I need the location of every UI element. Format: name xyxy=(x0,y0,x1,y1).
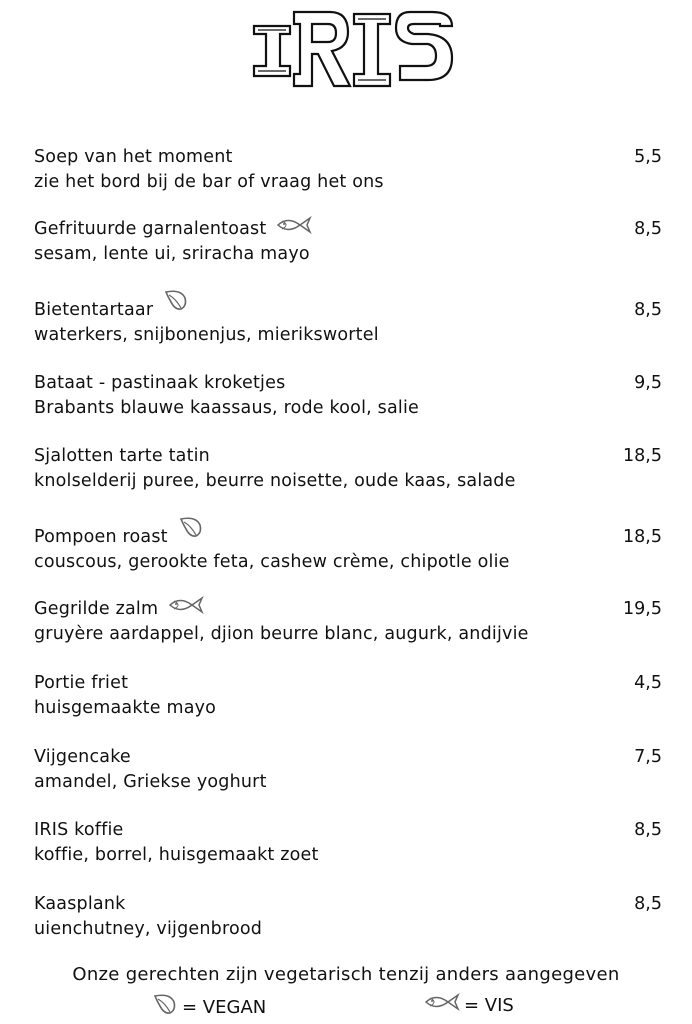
menu-item-description: knolselderij puree, beurre noisette, oude kaas, salade xyxy=(34,471,516,491)
menu-item-price: 8,5 xyxy=(634,219,662,239)
menu-item-description: huisgemaakte mayo xyxy=(34,698,217,718)
menu-item-name: Vijgencake xyxy=(34,747,131,767)
menu-item-header xyxy=(34,444,664,468)
menu-item xyxy=(34,298,664,347)
menu-item-description: zie het bord bij de bar of vraag het ons xyxy=(34,172,384,192)
vegetarian-note: Onze gerechten zijn vegetarisch tenzij anders aangegeven xyxy=(72,964,620,985)
menu-item-price: 9,5 xyxy=(634,373,662,393)
menu-item-price: 18,5 xyxy=(623,527,662,547)
legend-fish-label: = VIS xyxy=(464,995,514,1016)
menu-item-name: Kaasplank xyxy=(34,894,126,914)
menu-item-description: gruyère aardappel, djion beurre blanc, augurk, andijvie xyxy=(34,624,529,644)
menu-item-price: 7,5 xyxy=(634,747,662,767)
leaf-icon xyxy=(178,515,204,539)
menu-item-price: 8,5 xyxy=(634,300,662,320)
menu-item xyxy=(34,671,664,720)
menu-item-header xyxy=(34,671,664,695)
menu-item-name: Bataat - pastinaak kroketjes xyxy=(34,373,286,393)
menu-item xyxy=(34,217,664,266)
menu-item-description: sesam, lente ui, sriracha mayo xyxy=(34,244,310,264)
iris-logo xyxy=(250,4,456,90)
legend-fish xyxy=(424,992,514,1020)
fish-icon xyxy=(168,595,204,615)
menu-item-name: Portie friet xyxy=(34,673,129,693)
menu-item-header xyxy=(34,818,664,842)
menu-item-price: 8,5 xyxy=(634,820,662,840)
menu-item-description: koffie, borrel, huisgemaakt zoet xyxy=(34,845,319,865)
menu-item-header xyxy=(34,371,664,395)
menu-item-name: Sjalotten tarte tatin xyxy=(34,446,210,466)
menu-item-header xyxy=(34,745,664,769)
menu-item-price: 5,5 xyxy=(634,147,662,167)
menu-item-price: 18,5 xyxy=(623,446,662,466)
menu-item-price: 19,5 xyxy=(623,599,662,619)
menu-item-header xyxy=(34,217,664,241)
menu-item-name: Soep van het moment xyxy=(34,147,233,167)
leaf-icon xyxy=(163,288,189,312)
menu-item-header xyxy=(34,298,664,322)
menu-item xyxy=(34,371,664,420)
menu-item-description: uienchutney, vijgenbrood xyxy=(34,919,263,939)
legend-vegan xyxy=(152,992,266,1024)
menu-item-name: Pompoen roast xyxy=(34,527,168,547)
menu-item-name: Gefrituurde garnalentoast xyxy=(34,219,267,239)
legend-vegan-label: = VEGAN xyxy=(182,997,267,1018)
leaf-icon xyxy=(152,992,178,1024)
fish-icon xyxy=(276,215,312,235)
menu-item-price: 8,5 xyxy=(634,894,662,914)
menu-item xyxy=(34,525,664,574)
menu-item-description: Brabants blauwe kaassaus, rode kool, salie xyxy=(34,398,419,418)
menu-item xyxy=(34,745,664,794)
menu-item xyxy=(34,597,664,646)
menu-item-description: couscous, gerookte feta, cashew crème, chipotle olie xyxy=(34,552,510,572)
menu-item-header xyxy=(34,597,664,621)
menu-item-name: IRIS koffie xyxy=(34,820,124,840)
menu-item-header xyxy=(34,525,664,549)
fish-icon xyxy=(424,992,460,1020)
menu-item-header xyxy=(34,145,664,169)
menu-item xyxy=(34,145,664,194)
menu-item-name: Bietentartaar xyxy=(34,300,154,320)
menu-item xyxy=(34,892,664,941)
menu-item xyxy=(34,444,664,493)
menu-item-price: 4,5 xyxy=(634,673,662,693)
menu-item-header xyxy=(34,892,664,916)
menu-item-name: Gegrilde zalm xyxy=(34,599,159,619)
menu-item-description: amandel, Griekse yoghurt xyxy=(34,772,267,792)
menu-item-description: waterkers, snijbonenjus, mierikswortel xyxy=(34,325,379,345)
menu-item xyxy=(34,818,664,867)
